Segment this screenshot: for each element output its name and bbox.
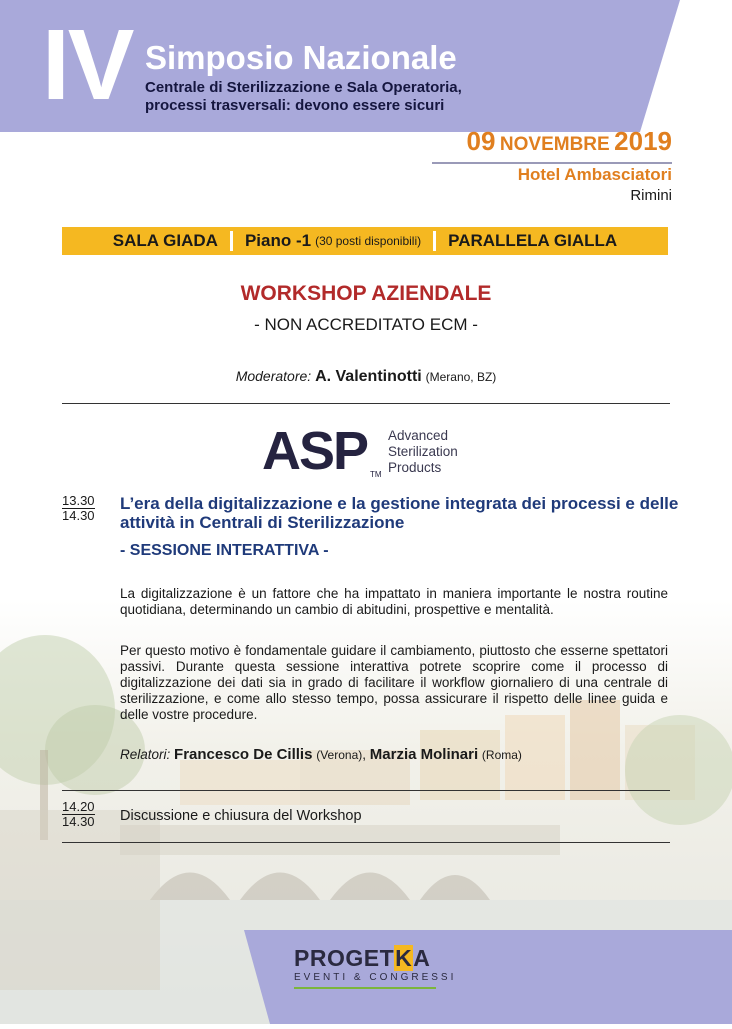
symposium-subtitle: [145, 79, 545, 115]
speaker-1-location: (Verona): [316, 748, 363, 762]
symposium-title: Simposio Nazionale: [145, 39, 457, 76]
session-1-start: 13.30: [62, 493, 95, 508]
room-name: SALA GIADA: [112, 231, 218, 250]
speaker-2-name: Marzia Molinari: [369, 746, 479, 763]
edition-numeral: IV: [42, 9, 133, 121]
session-1-title: L’era della digitalizzazione e la gestione integrata dei processi e delle attività in Centrali di Sterilizzazione: [120, 494, 679, 532]
event-date: [467, 126, 672, 157]
moderator-label: Moderatore:: [235, 368, 312, 384]
speaker-2-location: (Roma): [481, 748, 522, 762]
moderator-name: A. Valentinotti: [315, 368, 422, 385]
session-2-start: 14.20: [62, 799, 95, 814]
sponsor-logo-letters: ASP: [262, 421, 368, 481]
room-floor: Piano -1: [244, 231, 312, 250]
session-1-end: 14.30: [62, 508, 95, 523]
session-2-end: 14.30: [62, 814, 95, 829]
workshop-title: WORKSHOP AZIENDALE: [240, 282, 492, 305]
event-month: NOVEMBRE: [499, 134, 610, 155]
date-divider: [432, 162, 672, 164]
session-1-paragraph-1: La digitalizzazione è un fattore che ha impattato in maniera importante le nostra routine quotidiana, determinando un cambio di abitudini, prospettive e mentalità.: [120, 586, 668, 617]
organizer-tagline: EVENTI & CONGRESSI: [294, 972, 457, 983]
organizer-logo: [294, 945, 457, 989]
subtitle-line-1: Centrale di Sterilizzazione e Sala Operatoria,: [145, 79, 462, 96]
sponsor-desc-line-2: Sterilization: [388, 444, 458, 459]
organizer-name-prefix: PROGET: [294, 945, 395, 971]
organizer-underline: [294, 987, 436, 989]
room-seats-note: (30 posti disponibili): [315, 234, 422, 248]
section-divider: [62, 842, 670, 843]
sponsor-logo-description: [388, 428, 518, 476]
subtitle-line-2: processi trasversali: devono essere sicuri: [145, 97, 445, 114]
organizer-name-suffix: A: [413, 945, 431, 971]
session-1-tag: - SESSIONE INTERATTIVA -: [120, 542, 329, 559]
room-info-bar: [62, 227, 668, 255]
speakers-label: Relatori:: [120, 747, 171, 762]
session-2-time: [62, 800, 95, 829]
moderator-line: [0, 368, 732, 386]
moderator-location: (Merano, BZ): [425, 370, 497, 384]
bar-separator: [433, 231, 436, 251]
organizer-name: [294, 946, 444, 970]
bar-separator: [230, 231, 233, 251]
sponsor-logo-tm: TM: [370, 470, 382, 479]
workshop-subtitle: - NON ACCREDITATO ECM -: [254, 315, 478, 334]
sponsor-logo: [262, 421, 522, 481]
event-venue: Hotel Ambasciatori: [517, 165, 672, 184]
session-2-title: Discussione e chiusura del Workshop: [120, 808, 362, 824]
sponsor-desc-line-1: Advanced: [388, 428, 449, 443]
organizer-name-k: K: [395, 945, 413, 971]
event-city: Rimini: [630, 187, 672, 204]
section-divider: [62, 403, 670, 404]
event-day: 09: [466, 126, 496, 156]
room-track: PARALLELA GIALLA: [448, 231, 618, 250]
session-1-paragraph-2: Per questo motivo è fondamentale guidare il cambiamento, piuttosto che esserne spettatori passivi. Durante questa sessione interattiva potrete scoprire come il processo di digitalizzazione dei dati sia in grado di facilitare il workflow giornaliero di una centrale di sterilizzazione, e come allo stesso tempo, possa assicurare il rispetto delle linee guida e delle vostre procedure.: [120, 643, 668, 722]
session-1-time: [62, 494, 95, 523]
section-divider: [62, 790, 670, 791]
sponsor-desc-line-3: Products: [388, 460, 442, 475]
speakers-line: Relatori: Francesco De Cillis (Verona), Marzia Molinari (Roma): [120, 746, 522, 763]
speaker-1-name: Francesco De Cillis: [174, 746, 313, 763]
event-year: 2019: [614, 126, 672, 156]
